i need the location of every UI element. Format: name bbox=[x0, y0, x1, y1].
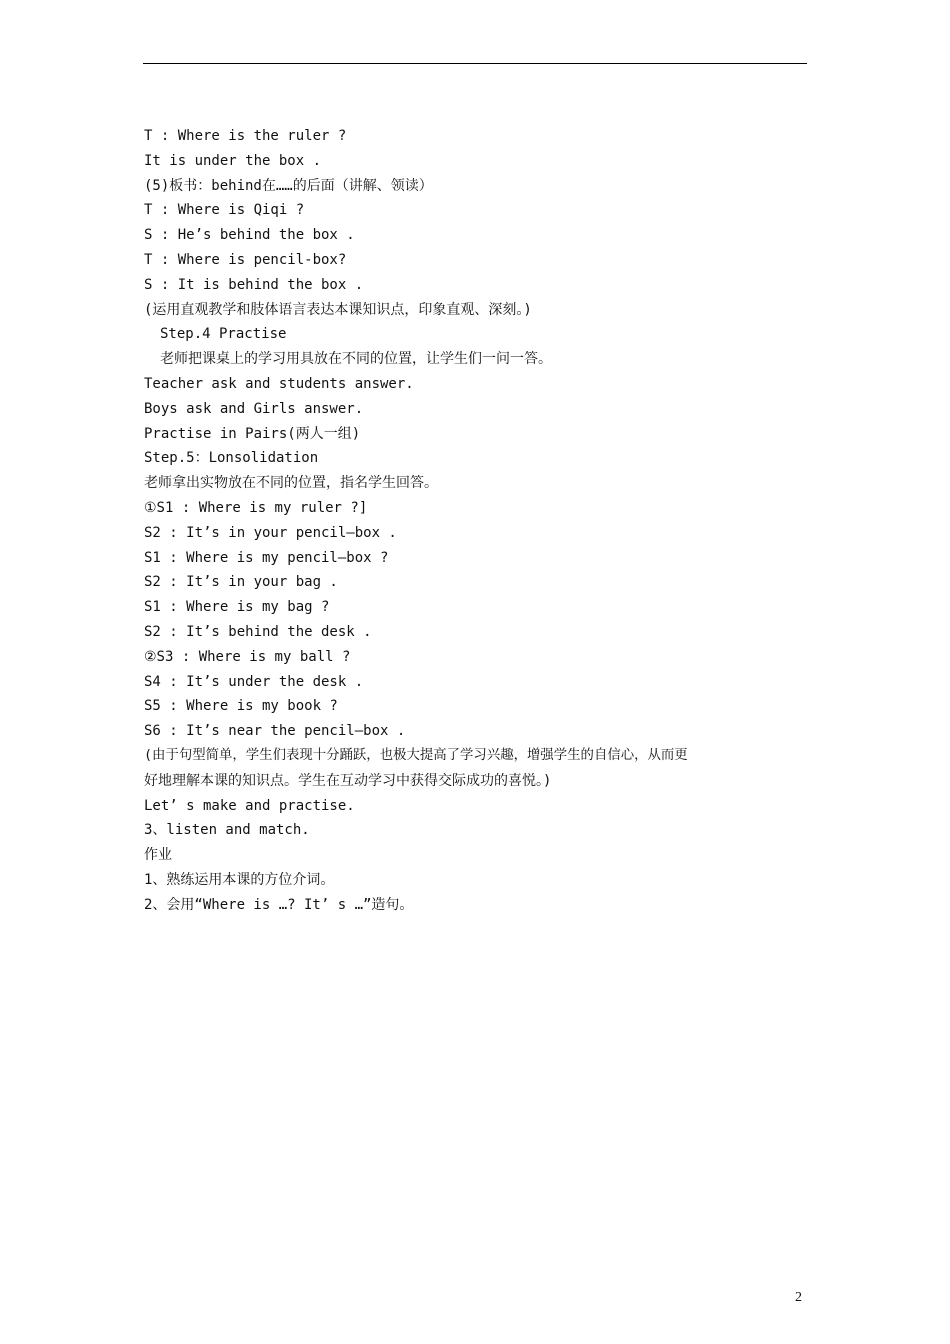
text-line: (运用直观教学和肢体语言表达本课知识点，印象直观、深刻。) bbox=[144, 301, 532, 318]
text-line: (由于句型简单，学生们表现十分踊跃，也极大提高了学习兴趣，增强学生的自信心，从而更 bbox=[144, 747, 688, 763]
text-line: Boys ask and Girls answer. bbox=[144, 400, 364, 417]
dialogue-line: S2 : It’s in your bag . bbox=[144, 574, 338, 591]
document-body bbox=[144, 124, 808, 918]
text-line: T : Where is the ruler ? bbox=[144, 128, 347, 144]
page-number: 2 bbox=[795, 1290, 802, 1305]
text-line: S : It is behind the box . bbox=[144, 276, 364, 293]
text-line: (5)板书：behind在……的后面（讲解、领读） bbox=[144, 177, 433, 194]
dialogue-line: S1 : Where is my bag ? bbox=[144, 599, 330, 616]
step-heading: Step.4 Practise bbox=[160, 326, 287, 343]
dialogue-line: S2 : It’s in your pencil—box . bbox=[144, 524, 397, 541]
dialogue-line: S1 : Where is my pencil—box ? bbox=[144, 549, 389, 566]
dialogue-line: S4 : It’s under the desk . bbox=[144, 673, 364, 690]
text-line: 3、listen and match. bbox=[144, 822, 310, 839]
dialogue-line: S5 : Where is my book ? bbox=[144, 698, 338, 715]
text-line: Let’ s make and practise. bbox=[144, 797, 355, 814]
text-line: 1、熟练运用本课的方位介词。 bbox=[144, 871, 335, 888]
step-heading: Step.5：Lonsolidation bbox=[144, 450, 319, 467]
text-line: 老师把课桌上的学习用具放在不同的位置，让学生们一问一答。 bbox=[160, 351, 552, 368]
text-line: 2、会用“Where is …? It’ s …”造句。 bbox=[144, 896, 414, 913]
text-line: 好地理解本课的知识点。学生在互动学习中获得交际成功的喜悦。) bbox=[144, 772, 552, 789]
text-line: T : Where is pencil-box? bbox=[144, 251, 347, 268]
header-rule bbox=[143, 63, 807, 64]
dialogue-line: ①S1 : Where is my ruler ?] bbox=[144, 499, 368, 516]
text-line: Practise in Pairs(两人一组) bbox=[144, 425, 361, 442]
dialogue-line: S6 : It’s near the pencil—box . bbox=[144, 723, 406, 740]
text-line: S : He’s behind the box . bbox=[144, 227, 355, 244]
text-line: Teacher ask and students answer. bbox=[144, 375, 414, 392]
dialogue-line: ②S3 : Where is my ball ? bbox=[144, 648, 351, 665]
dialogue-line: S2 : It’s behind the desk . bbox=[144, 623, 372, 640]
section-heading: 作业 bbox=[144, 847, 172, 864]
text-line: It is under the box . bbox=[144, 152, 322, 169]
text-line: T : Where is Qiqi ? bbox=[144, 202, 305, 219]
text-line: 老师拿出实物放在不同的位置，指名学生回答。 bbox=[144, 475, 438, 492]
